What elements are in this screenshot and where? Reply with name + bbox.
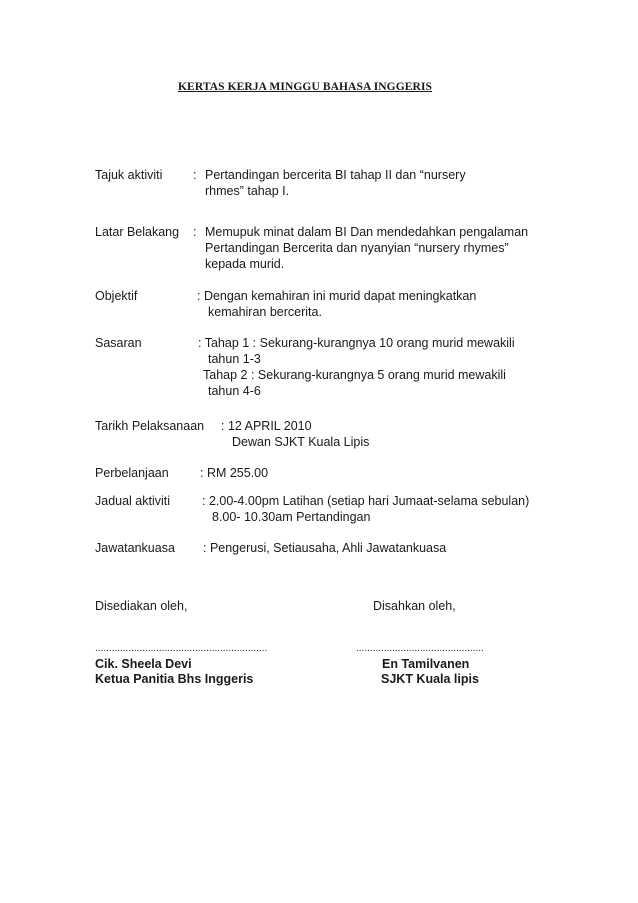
jawatankuasa-label: Jawatankuasa: [95, 541, 175, 555]
objektif-value-line1: : Dengan kemahiran ini murid dapat meningkatkan: [197, 289, 477, 303]
tarikh-value-line1: : 12 APRIL 2010: [221, 419, 312, 433]
objektif-value-line2: kemahiran bercerita.: [208, 305, 322, 319]
perbelanjaan-label: Perbelanjaan: [95, 466, 169, 480]
tajuk-value-line2: rhmes” tahap I.: [205, 184, 290, 198]
sasaran-value-line2: tahun 1-3: [208, 352, 261, 366]
jadual-value-line1: : 2.00-4.00pm Latihan (setiap hari Jumaat-selama sebulan): [202, 494, 530, 508]
latar-value-line3: kepada murid.: [205, 257, 285, 271]
tajuk-label: Tajuk aktiviti: [95, 168, 163, 182]
prepared-by-signature-line: ..............................................................: [95, 643, 268, 654]
latar-colon: :: [193, 225, 197, 239]
sasaran-label: Sasaran: [95, 336, 142, 350]
latar-value-line2: Pertandingan Bercerita dan nyanyian “nursery rhymes”: [205, 241, 509, 255]
sasaran-value-line1: : Tahap 1 : Sekurang-kurangnya 10 orang murid mewakili: [198, 336, 515, 350]
tajuk-value-line1: Pertandingan bercerita BI tahap II dan “nursery: [205, 168, 466, 182]
prepared-by-name: Cik. Sheela Devi: [95, 657, 192, 671]
tarikh-label: Tarikh Pelaksanaan: [95, 419, 205, 433]
sasaran-value-line4: tahun 4-6: [208, 384, 261, 398]
perbelanjaan-value: : RM 255.00: [200, 466, 269, 480]
tajuk-colon: :: [193, 168, 197, 182]
document-title: KERTAS KERJA MINGGU BAHASA INGGERIS: [178, 81, 433, 93]
prepared-by-position: Ketua Panitia Bhs Inggeris: [95, 672, 254, 686]
tarikh-value-line2: Dewan SJKT Kuala Lipis: [232, 435, 370, 449]
prepared-by-caption: Disediakan oleh,: [95, 599, 188, 613]
jadual-label: Jadual aktiviti: [95, 494, 171, 508]
approved-by-name: En Tamilvanen: [382, 657, 470, 671]
latar-value-line1: Memupuk minat dalam BI Dan mendedahkan pengalaman: [205, 225, 529, 239]
jawatankuasa-value: : Pengerusi, Setiausaha, Ahli Jawatankuasa: [203, 541, 447, 555]
approved-by-signature-line: ..............................................: [356, 643, 484, 654]
latar-label: Latar Belakang: [95, 225, 180, 239]
approved-by-caption: Disahkan oleh,: [373, 599, 456, 613]
jadual-value-line2: 8.00- 10.30am Pertandingan: [212, 510, 371, 524]
objektif-label: Objektif: [95, 289, 138, 303]
approved-by-position: SJKT Kuala lipis: [381, 672, 479, 686]
sasaran-value-line3: Tahap 2 : Sekurang-kurangnya 5 orang murid mewakili: [203, 368, 506, 382]
